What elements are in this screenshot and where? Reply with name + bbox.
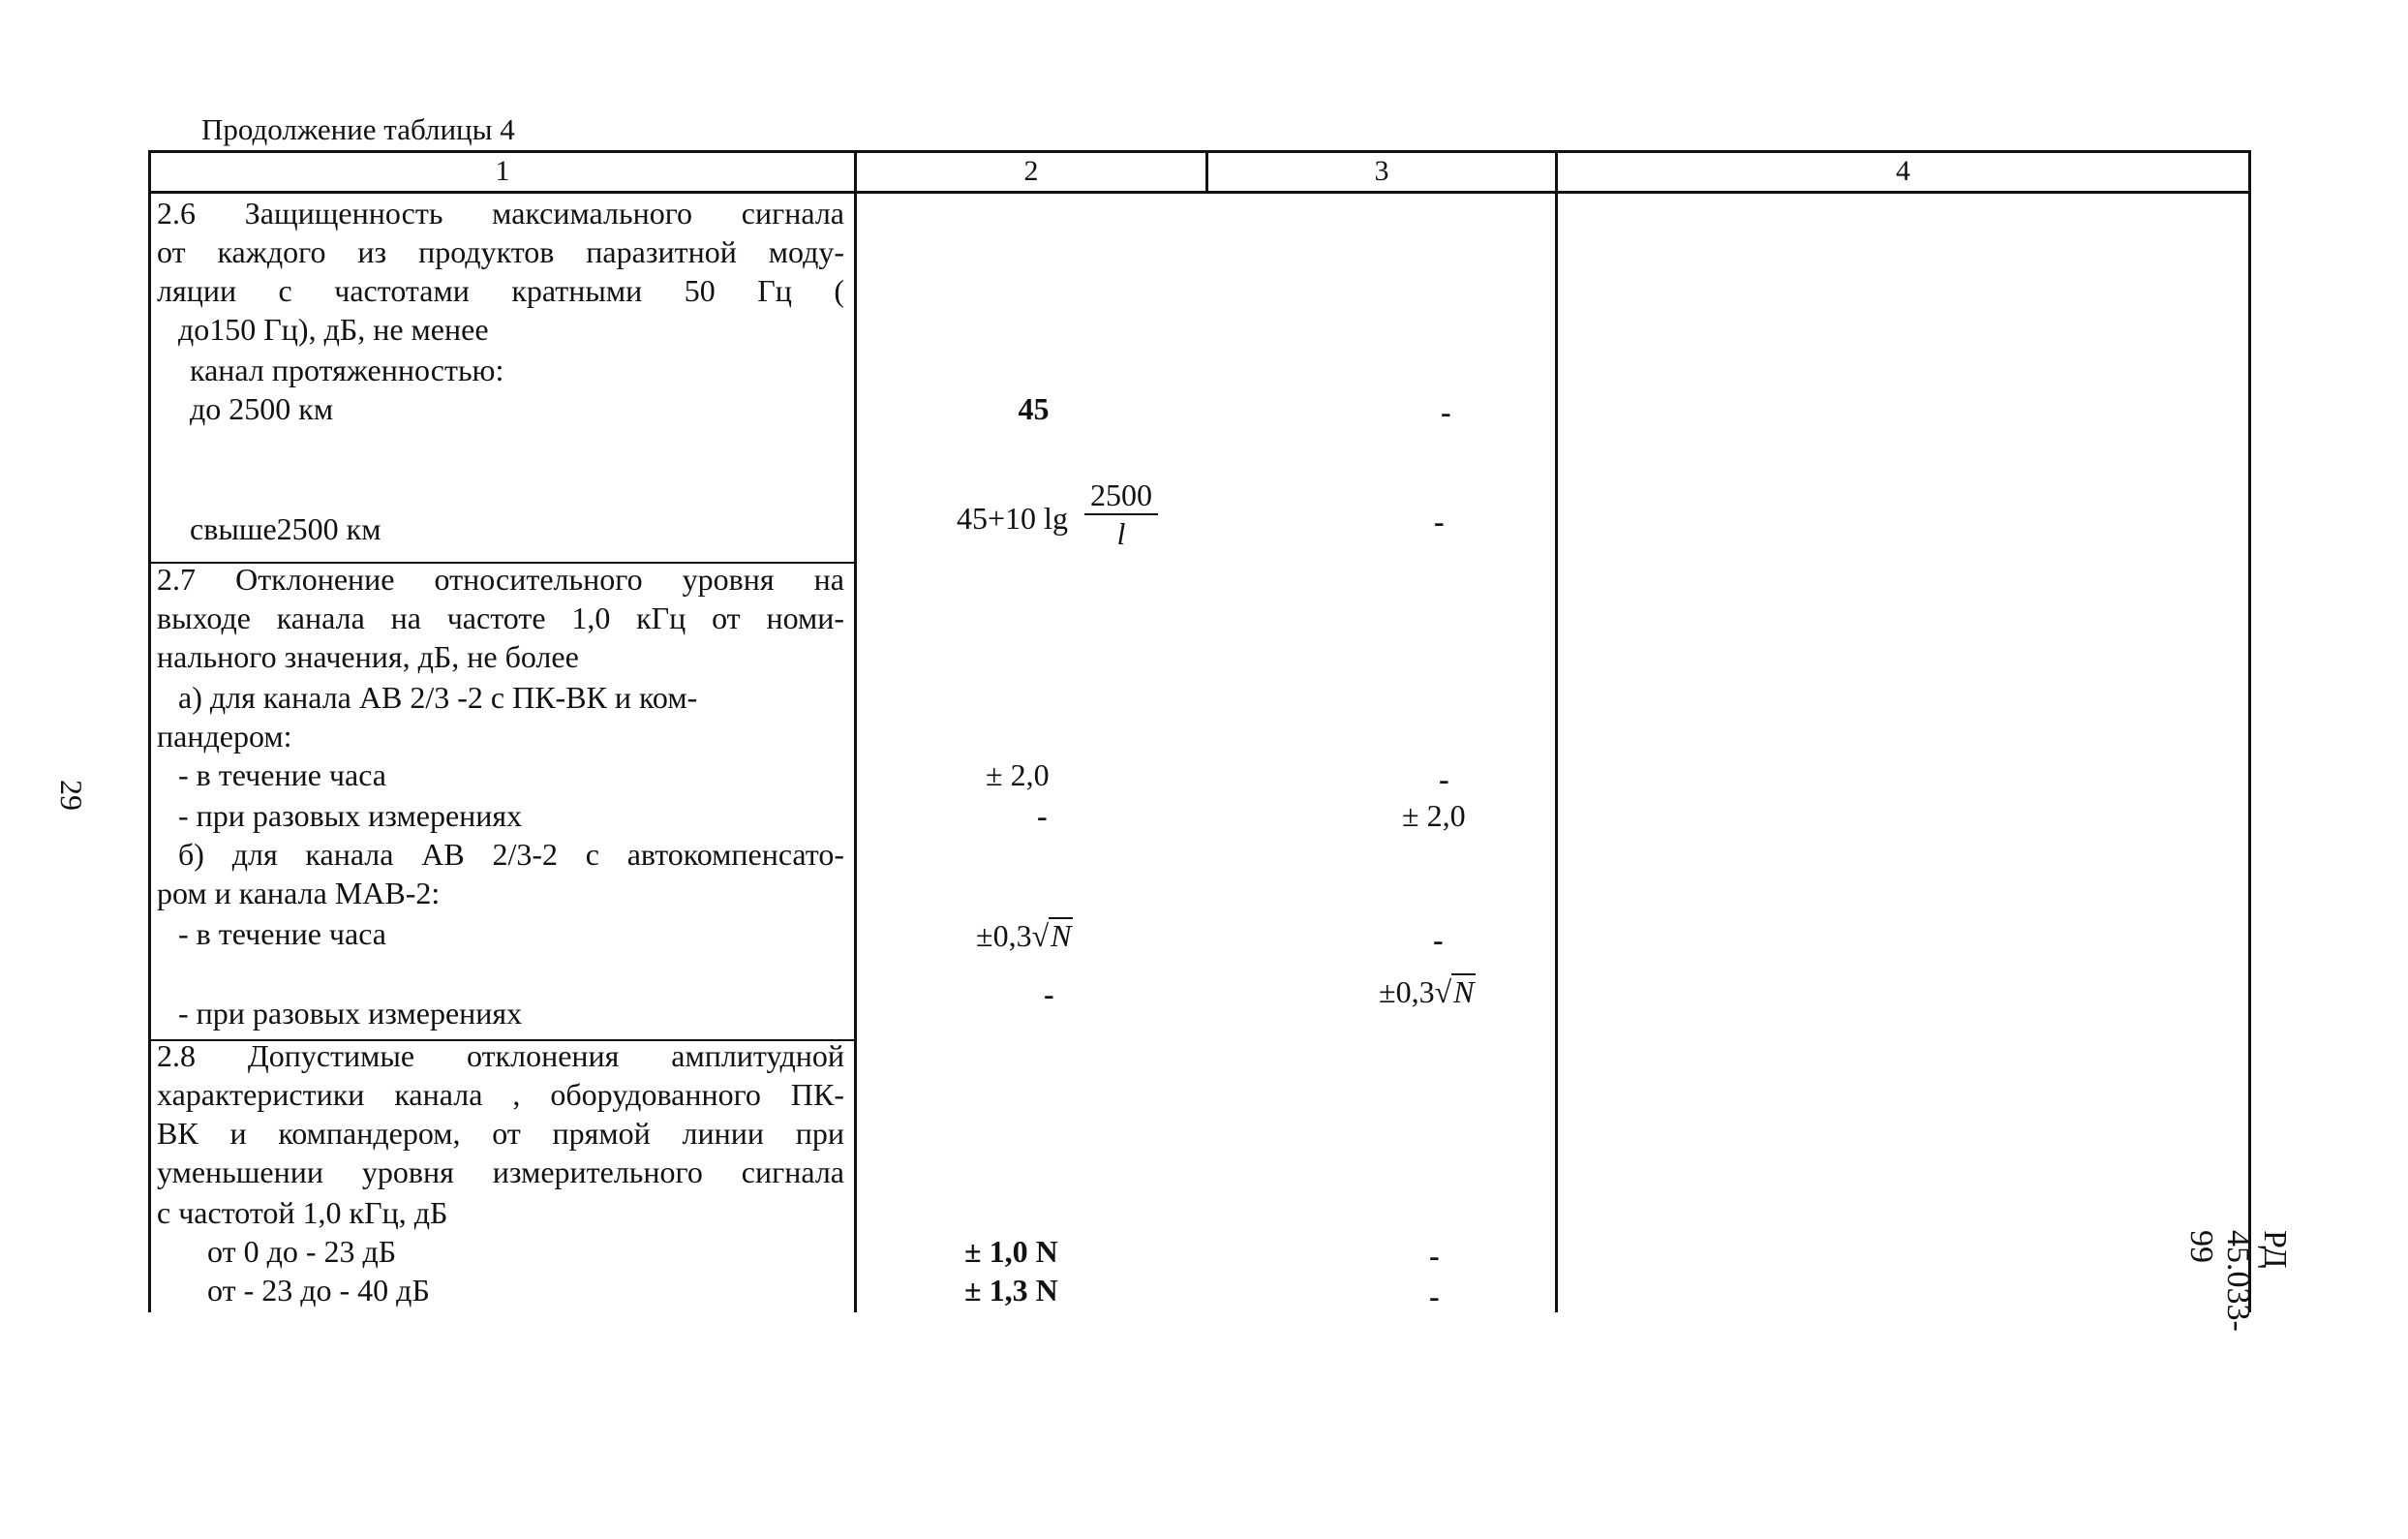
row-2-8-line-5: с частотой 1,0 кГц, дБ bbox=[157, 1195, 448, 1230]
row-2-7-b-hour-dash: - bbox=[1433, 922, 1444, 957]
row-2-7-line-7: - при разовых измерениях bbox=[178, 798, 523, 833]
row-2-7-line-10: - в течение часа bbox=[178, 916, 386, 951]
row-2-7-line-4: а) для канала АВ 2/3 -2 с ПК-ВК и ком- bbox=[178, 680, 698, 715]
row-2-7-line-6: - в течение часа bbox=[178, 757, 386, 792]
page-number: 29 bbox=[54, 780, 89, 811]
row-2-6-value-upto-2500: 45 bbox=[1018, 391, 1050, 426]
row-2-6-line-6: до 2500 км bbox=[190, 391, 334, 426]
row-2-8-line-1: 2.8 Допустимые отклонения амплитудной bbox=[157, 1038, 844, 1073]
row-2-7-b-once-dash: - bbox=[1044, 976, 1054, 1011]
row-2-8-line-6: от 0 до - 23 дБ bbox=[207, 1234, 397, 1269]
row-2-7-line-5: пандером: bbox=[157, 719, 292, 754]
row-2-8-dash-0-23: - bbox=[1429, 1238, 1440, 1273]
header-col-2: 2 bbox=[1023, 155, 1039, 187]
row-2-7-a-once-value: ± 2,0 bbox=[1402, 798, 1466, 833]
formula-denominator: l bbox=[1116, 516, 1126, 551]
table-caption: Продолжение таблицы 4 bbox=[201, 112, 515, 146]
row-2-7-a-hour-dash: - bbox=[1439, 761, 1449, 796]
col1-col2-border bbox=[854, 150, 857, 1312]
row-2-8-dash-23-40: - bbox=[1429, 1278, 1440, 1313]
row-2-6-line-3: ляции с частотами кратными 50 Гц ( bbox=[157, 273, 844, 308]
table-top-border bbox=[148, 150, 2251, 153]
row-2-6-line-5: канал протяженностью: bbox=[190, 353, 504, 387]
row-2-7-line-8: б) для канала АВ 2/3-2 с автокомпенсато- bbox=[178, 837, 844, 872]
square-root-icon: √N bbox=[1434, 974, 1475, 1009]
row-2-8-value-0-23: ± 1,0 N bbox=[964, 1234, 1058, 1269]
square-root-icon: √N bbox=[1031, 918, 1072, 953]
row-2-6-line-7: свыше2500 км bbox=[190, 511, 381, 546]
row-2-7-line-1: 2.7 Отклонение относительного уровня на bbox=[157, 562, 844, 597]
header-col-4: 4 bbox=[1896, 155, 1910, 187]
formula-numerator: 2500 bbox=[1084, 477, 1158, 515]
row-2-7-b-hour-value bbox=[976, 916, 1073, 955]
col3-col4-border bbox=[1555, 150, 1558, 1312]
b-once-radicand: N bbox=[1453, 974, 1475, 1009]
row-2-7-b-once-value bbox=[1379, 972, 1476, 1011]
col4-right-border bbox=[2248, 150, 2251, 1312]
row-2-8-line-7: от - 23 до - 40 дБ bbox=[207, 1273, 430, 1308]
b-hour-prefix: ±0,3 bbox=[976, 918, 1032, 953]
row-2-6-line-2: от каждого из продуктов паразитной моду- bbox=[157, 234, 844, 269]
row-2-7-line-3: нального значения, дБ, не более bbox=[157, 639, 579, 674]
row-2-8-value-23-40: ± 1,3 N bbox=[964, 1273, 1058, 1308]
col1-left-border bbox=[148, 150, 151, 1312]
header-col-3: 3 bbox=[1374, 155, 1389, 187]
row-2-8-line-2: характеристики канала , оборудованного ПК- bbox=[157, 1077, 844, 1112]
document-code: РД 45.033-99 bbox=[2183, 1230, 2293, 1332]
row-2-7-line-11: - при разовых измерениях bbox=[178, 996, 523, 1031]
b-once-prefix: ±0,3 bbox=[1379, 974, 1435, 1009]
row-2-6-dash-over-2500: - bbox=[1434, 504, 1445, 539]
formula-fraction bbox=[1084, 477, 1158, 552]
row-2-8-line-4: уменьшении уровня измерительного сигнала bbox=[157, 1154, 844, 1189]
b-hour-radicand: N bbox=[1051, 918, 1072, 953]
header-col-1: 1 bbox=[495, 155, 510, 187]
row-2-7-line-2: выходе канала на частоте 1,0 кГц от номи- bbox=[157, 600, 844, 635]
row-2-7-a-once-dash: - bbox=[1037, 798, 1048, 833]
row-2-6-line-1: 2.6 Защищенность максимального сигнала bbox=[157, 196, 844, 231]
row-2-7-line-9: ром и канала МАВ-2: bbox=[157, 876, 441, 910]
row-2-6-dash-upto-2500: - bbox=[1441, 394, 1451, 429]
row-2-6-line-4: до150 Гц), дБ, не менее bbox=[178, 312, 489, 347]
row-2-8-line-3: ВК и компандером, от прямой линии при bbox=[157, 1116, 844, 1151]
formula-lead: 45+10 lg bbox=[957, 501, 1068, 536]
row-2-7-a-hour-value: ± 2,0 bbox=[986, 757, 1050, 792]
